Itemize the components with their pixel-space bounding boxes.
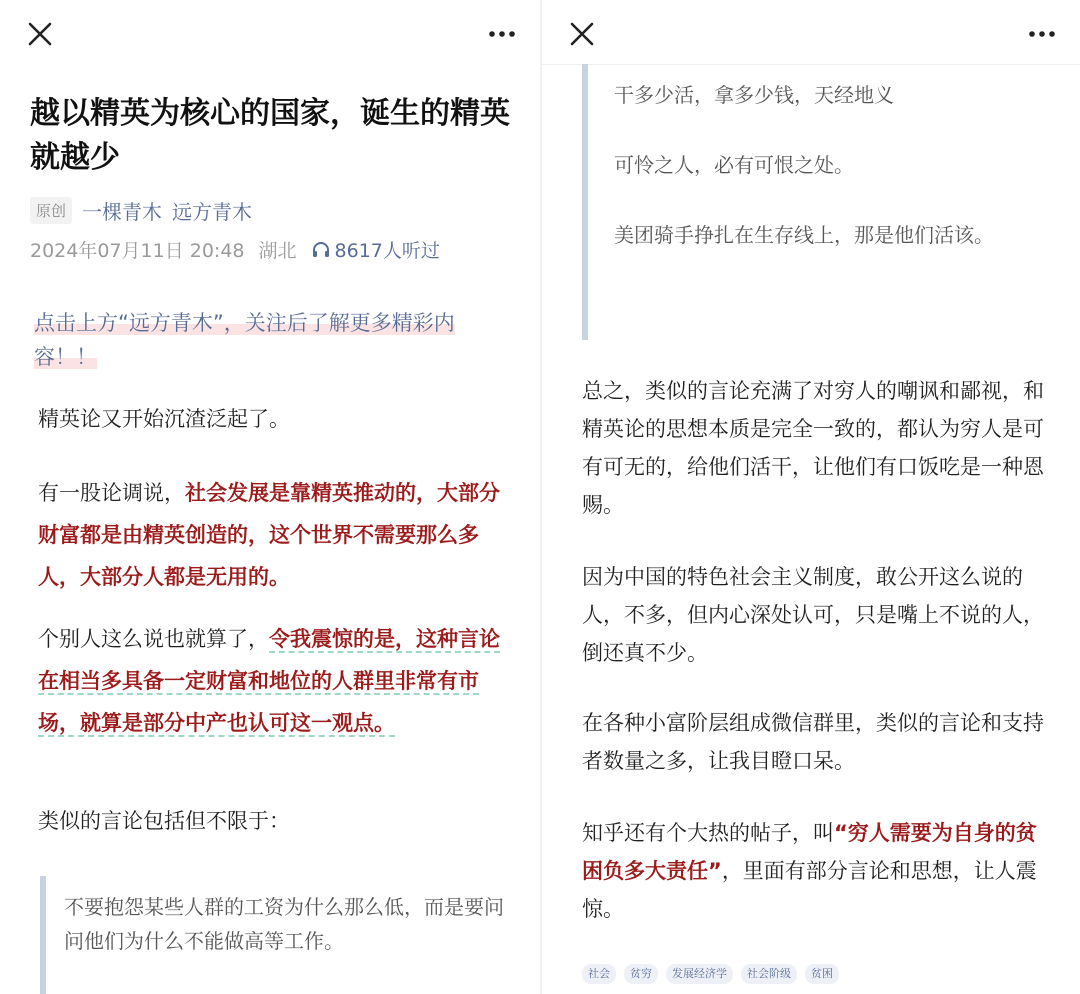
author-name[interactable]: 一棵青木 [82,200,163,224]
publish-info [30,236,440,263]
topic-tag[interactable]: 贫穷 [624,964,658,984]
close-icon[interactable] [564,16,600,52]
listen-button[interactable] [311,236,440,263]
original-badge: 原创 [30,197,72,224]
paragraph [582,814,1054,928]
topic-tag[interactable]: 贫困 [805,964,839,984]
paragraph: 类似的言论包括但不限于： [38,809,290,833]
follow-prompt-text: 点击上方“远方青木”，关注后了解更多精彩内容！！ [34,311,455,369]
paragraph: 总之，类似的言论充满了对穷人的嘲讽和鄙视，和精英论的思想本质是完全一致的，都认为穷人是可有可无的，给他们活干，让他们有口饭吃是一种恩赐。 [582,379,1044,517]
paragraph [38,472,510,598]
topic-tags [582,964,839,984]
blockquote [40,876,510,994]
quote-line: 干多少活，拿多少钱，天经地义 [614,83,894,107]
paragraph: 因为中国的特色社会主义制度，敢公开这么说的人，不多，但内心深处认可，只是嘴上不说的人，倒还真不少。 [582,565,1044,665]
paragraph-text: 有一股论调说， [38,481,185,505]
publish-location: 湖北 [258,240,297,262]
paragraph-text: 个别人这么说也就算了， [38,627,269,651]
paragraph [38,618,510,744]
topic-tag[interactable]: 社会 [582,964,616,984]
quote-text: 不要抱怨某些人群的工资为什么那么低，而是要问问他们为什么不能做高等工作。 [64,895,504,953]
article-title: 越以精英为核心的国家，诞生的精英就越少 [30,96,510,175]
highlighted-text: “穷人需要为自身的贫困负多大责任” [582,821,1037,883]
quote-line: 美团骑手挣扎在生存线上，那是他们活该。 [614,223,994,247]
headphones-icon [311,240,331,260]
follow-prompt[interactable] [34,306,506,374]
quote-line: 可怜之人，必有可恨之处。 [614,153,854,177]
highlighted-text: 社会发展是靠精英推动的，大部分财富都是由精英创造的，这个世界不需要那么多人，大部分人都是无用的。 [38,481,500,589]
close-icon[interactable] [22,16,58,52]
paragraph-text: 知乎还有个大热的帖子，叫 [582,821,834,845]
paragraph: 在各种小富阶层组成微信群里，类似的言论和支持者数量之多，让我目瞪口呆。 [582,711,1044,773]
paragraph-text: ，里面有部分言论和思想，让人震惊。 [582,859,1037,921]
account-name[interactable]: 远方青木 [172,200,253,224]
topic-tag[interactable]: 社会阶级 [741,964,797,984]
publish-date: 2024年07月11日 20:48 [30,240,245,262]
right-article-panel [540,0,1080,994]
paragraph: 精英论又开始沉渣泛起了。 [38,407,290,431]
listen-count: 8617人听过 [334,240,440,262]
more-icon[interactable] [1024,16,1060,52]
author-row [30,196,252,225]
topic-tag[interactable]: 发展经济学 [666,964,733,984]
more-icon[interactable] [484,16,520,52]
highlighted-underlined-text: 令我震惊的是，这种言论在相当多具备一定财富和地位的人群里非常有市场，就算是部分中产也认可这一观点。 [38,627,500,735]
